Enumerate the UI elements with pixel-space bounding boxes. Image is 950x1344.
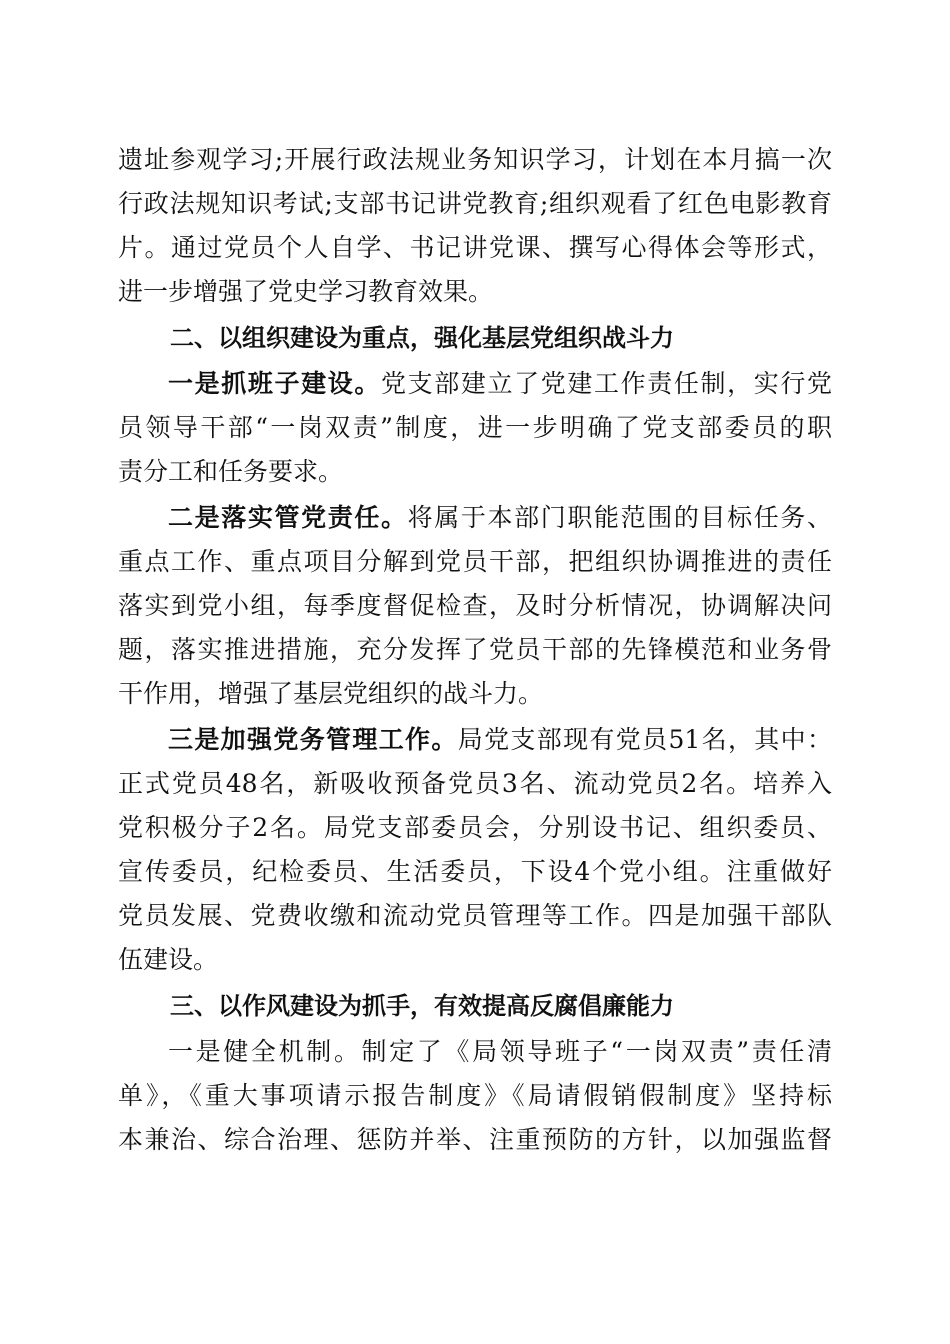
section-heading-3: 三、以作风建设为抓手，有效提高反腐倡廉能力	[170, 992, 674, 1020]
body-line: 伍建设。	[118, 945, 219, 974]
body-line: 党积极分子2名。局党支部委员会，分别设书记、组织委员、	[118, 813, 832, 842]
body-line: 本兼治、综合治理、惩防并举、注重预防的方针，以加强监督	[118, 1125, 832, 1154]
body-line: 落实到党小组，每季度督促检查，及时分析情况，协调解决问	[118, 591, 832, 620]
bold-lead: 三是加强党务管理工作。	[168, 725, 458, 754]
body-line: 党员发展、党费收缴和流动党员管理等工作。四是加强干部队	[118, 901, 832, 930]
body-line: 片。通过党员个人自学、书记讲党课、撰写心得体会等形式，	[118, 233, 832, 262]
bold-lead: 一是抓班子建设。	[168, 369, 381, 398]
section-heading-2: 二、以组织建设为重点，强化基层党组织战斗力	[170, 324, 674, 352]
bold-lead: 二是落实管党责任。	[168, 503, 408, 532]
body-line: 宣传委员，纪检委员、生活委员，下设4个党小组。注重做好	[118, 857, 832, 886]
body-line: 进一步增强了党史学习教育效果。	[118, 277, 494, 306]
paragraph-first-line	[168, 718, 832, 762]
body-line: 员领导干部“一岗双责”制度，进一步明确了党支部委员的职	[118, 413, 832, 442]
body-line: 题，落实推进措施，充分发挥了党员干部的先锋模范和业务骨	[118, 635, 832, 664]
body-line: 正式党员48名，新吸收预备党员3名、流动党员2名。培养入	[118, 769, 832, 798]
paragraph-first-line	[168, 362, 832, 406]
body-line: 行政法规知识考试;支部书记讲党教育;组织观看了红色电影教育	[118, 189, 832, 218]
paragraph-text: 党支部建立了党建工作责任制，实行党	[381, 369, 832, 398]
body-line: 遗址参观学习;开展行政法规业务知识学习，计划在本月搞一次	[118, 145, 832, 174]
body-line: 干作用，增强了基层党组织的战斗力。	[118, 679, 544, 708]
body-line: 重点工作、重点项目分解到党员干部，把组织协调推进的责任	[118, 547, 832, 576]
paragraph-text: 局党支部现有党员51名，其中：	[457, 725, 832, 754]
paragraph-text: 将属于本部门职能范围的目标任务、	[407, 503, 832, 532]
paragraph-first-line: 一是健全机制。制定了《局领导班子“一岗双责”责任清	[168, 1037, 832, 1066]
paragraph-first-line	[168, 496, 832, 540]
body-line: 责分工和任务要求。	[118, 457, 344, 486]
body-line: 单》，《重大事项请示报告制度》《局请假销假制度》坚持标	[118, 1081, 832, 1110]
